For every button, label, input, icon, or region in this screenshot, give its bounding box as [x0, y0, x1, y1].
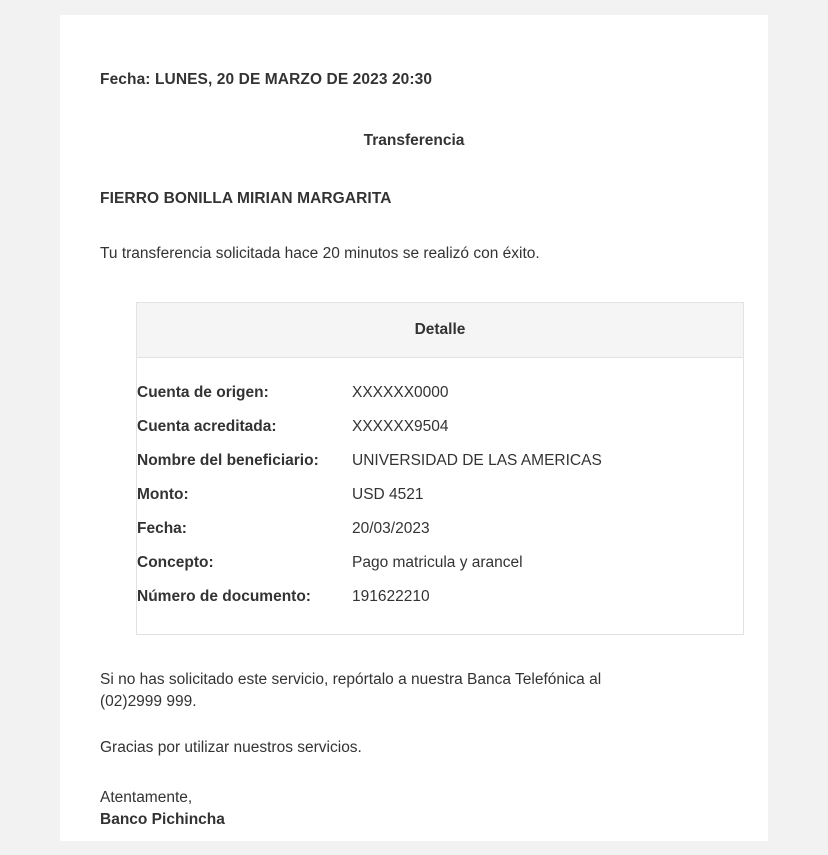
page-title: Transferencia	[363, 132, 465, 149]
detail-label: Cuenta de origen:	[137, 383, 269, 401]
detail-header: Detalle	[137, 303, 743, 358]
closing-block	[100, 787, 728, 831]
recipient-name: FIERRO BONILLA MIRIAN MARGARITA	[100, 190, 392, 207]
detail-value: USD 4521	[352, 485, 424, 503]
date-line: Fecha: LUNES, 20 DE MARZO DE 2023 20:30	[100, 71, 433, 88]
detail-table	[137, 376, 743, 614]
detail-box	[136, 302, 744, 635]
detail-label: Monto:	[137, 485, 189, 503]
email-card	[60, 15, 768, 841]
detail-body	[137, 358, 743, 634]
detail-value: Pago matricula y arancel	[352, 553, 523, 571]
detail-value: XXXXXX0000	[352, 383, 449, 401]
table-row	[137, 376, 743, 410]
detail-label: Número de documento:	[137, 587, 311, 605]
closing-text: Atentamente,	[100, 788, 193, 806]
intro-text: Tu transferencia solicitada hace 20 minutos se realizó con éxito.	[100, 245, 540, 262]
report-note: Si no has solicitado este servicio, repórtalo a nuestra Banca Telefónica al (02)2999 999.	[100, 670, 602, 710]
detail-value: 191622210	[352, 587, 430, 605]
table-row	[137, 444, 743, 478]
table-row	[137, 478, 743, 512]
detail-label: Concepto:	[137, 553, 214, 571]
table-row	[137, 410, 743, 444]
detail-label: Fecha:	[137, 519, 187, 537]
detail-value: 20/03/2023	[352, 519, 430, 537]
detail-value: UNIVERSIDAD DE LAS AMERICAS	[352, 451, 602, 469]
thanks-text: Gracias por utilizar nuestros servicios.	[100, 738, 362, 756]
detail-label: Nombre del beneficiario:	[137, 451, 319, 469]
table-row	[137, 546, 743, 580]
table-row	[137, 580, 743, 614]
detail-value: XXXXXX9504	[352, 417, 449, 435]
signature-text: Banco Pichincha	[100, 810, 225, 828]
detail-label: Cuenta acreditada:	[137, 417, 277, 435]
table-row	[137, 512, 743, 546]
